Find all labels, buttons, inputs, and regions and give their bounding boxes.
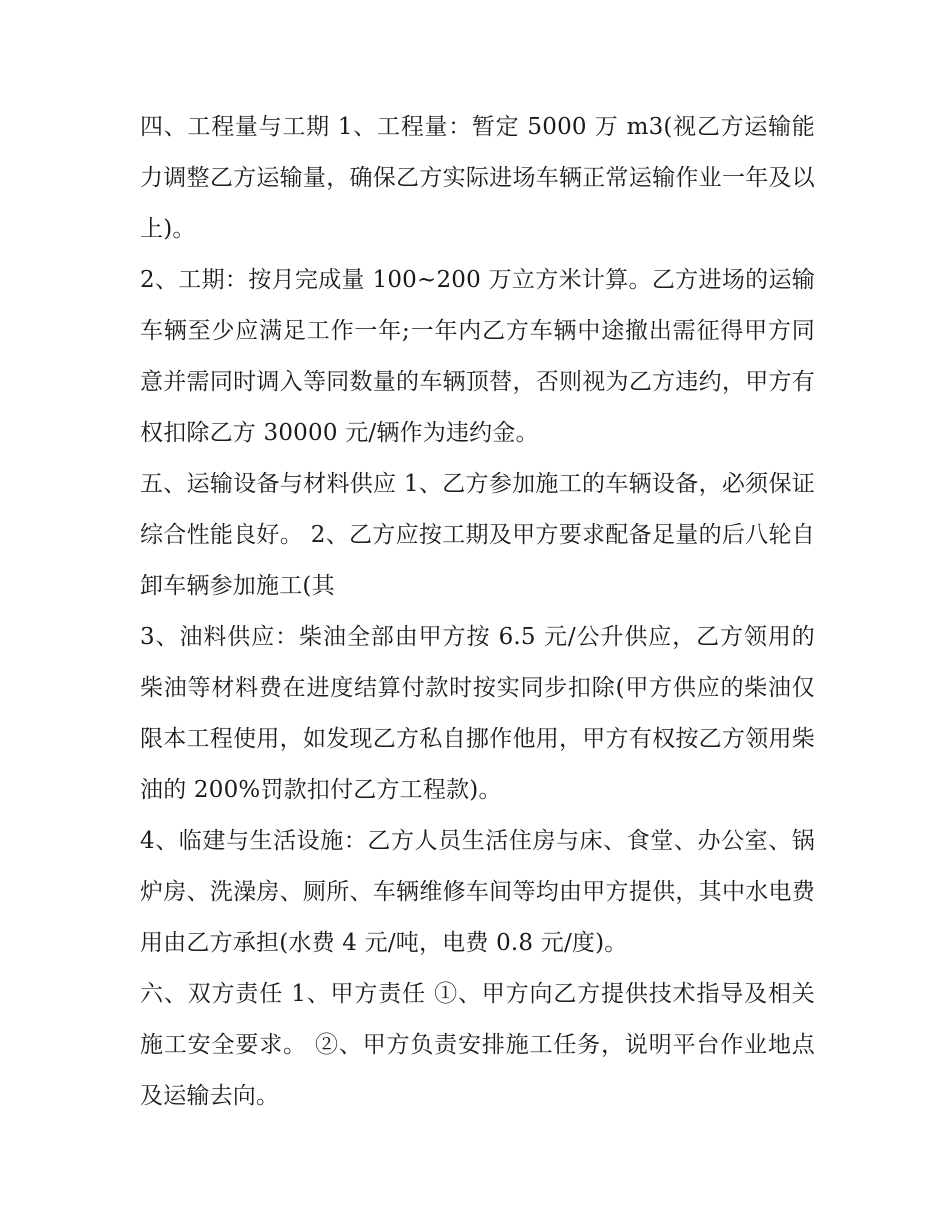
paragraph-quantity-schedule: 四、工程量与工期 1、工程量：暂定 5000 万 m3(视乙方运输能力调整乙方运输量，确保乙方实际进场车辆正常运输作业一年及以上)。 <box>140 114 815 242</box>
document-body <box>140 102 815 1122</box>
paragraph-responsibilities: 六、双方责任 1、甲方责任 ①、甲方向乙方提供技术指导及相关施工安全要求。 ②、甲方负责安排施工任务，说明平台作业地点及运输去向。 <box>140 981 815 1109</box>
paragraph-temporary-facilities: 4、临建与生活设施：乙方人员生活住房与床、食堂、办公室、锅炉房、洗澡房、厕所、车辆维修车间等均由甲方提供，其中水电费用由乙方承担(水费 4 元/吨，电费 0.8 元/度)。 <box>140 828 815 956</box>
paragraph-fuel-supply: 3、油料供应：柴油全部由甲方按 6.5 元/公升供应，乙方领用的柴油等材料费在进度结算付款时按实同步扣除(甲方供应的柴油仅限本工程使用，如发现乙方私自挪作他用，甲方有权按乙方领用柴油的 200%罚款扣付乙方工程款)。 <box>140 624 815 803</box>
paragraph-construction-period: 2、工期：按月完成量 100~200 万立方米计算。乙方进场的运输车辆至少应满足工作一年;一年内乙方车辆中途撤出需征得甲方同意并需同时调入等同数量的车辆顶替，否则视为乙方违约，甲方有权扣除乙方 30000 元/辆作为违约金。 <box>140 267 815 446</box>
paragraph-equipment-supply: 五、运输设备与材料供应 1、乙方参加施工的车辆设备，必须保证综合性能良好。 2、乙方应按工期及甲方要求配备足量的后八轮自卸车辆参加施工(其 <box>140 471 815 599</box>
